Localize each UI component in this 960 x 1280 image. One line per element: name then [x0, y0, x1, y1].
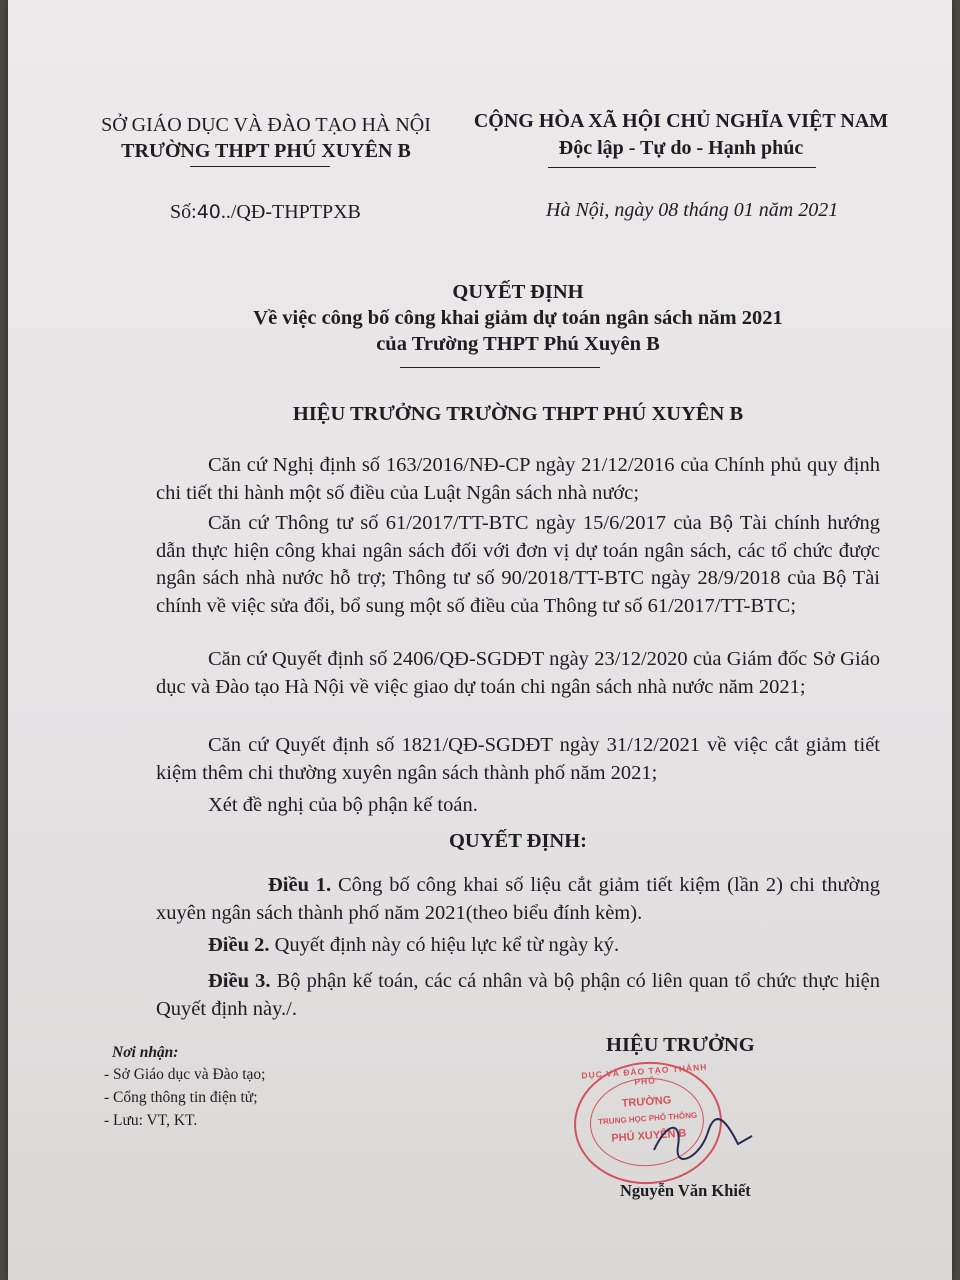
article-3-text: Bộ phận kế toán, các cá nhân và bộ phận có liên quan tổ chức thực hiện Quyết định này./. — [156, 970, 880, 1020]
seal-line-2: TRUNG HỌC PHỔ THÔNG — [597, 1110, 698, 1127]
issue-date: Hà Nội, ngày 08 tháng 01 năm 2021 — [546, 199, 839, 221]
document-subject-line2: của Trường THPT Phú Xuyên B — [376, 333, 660, 355]
article-3-label: Điều 3. — [208, 970, 271, 992]
document-number — [170, 201, 361, 224]
basis-paragraph-2: Căn cứ Thông tư số 61/2017/TT-BTC ngày 15/6/2017 của Bộ Tài chính hướng dẫn thực hiện công khai ngân sách đối với đơn vị dự toán ngân sách, các tổ chức được ngân sách nhà nước hỗ trợ; Thông tư số 90/2018/TT-BTC ngày 28/9/2018 của Bộ Tài chính về việc sửa đổi, bổ sung một số điều của Thông tư số 61/2017/TT-BTC; — [156, 512, 880, 617]
basis-paragraph-3: Căn cứ Quyết định số 2406/QĐ-SGDĐT ngày 23/12/2020 của Giám đốc Sở Giáo dục và Đào tạo Hà Nội về việc giao dự toán chi ngân sách nhà nước năm 2021; — [156, 648, 880, 698]
agency-name: SỞ GIÁO DỤC VÀ ĐÀO TẠO HÀ NỘI — [101, 114, 431, 136]
document-page — [8, 0, 952, 1280]
number-suffix: ../QĐ-THPTPXB — [220, 201, 361, 223]
signer-name: Nguyễn Văn Khiết — [620, 1181, 751, 1200]
recipient-item: - Sở Giáo dục và Đào tạo; — [104, 1066, 266, 1083]
school-name: TRƯỜNG THPT PHÚ XUYÊN B — [121, 140, 411, 162]
article-1-label: Điều 1. — [268, 874, 332, 896]
signer-title: HIỆU TRƯỞNG — [606, 1034, 755, 1056]
basis-paragraph-5: Xét đề nghị của bộ phận kế toán. — [208, 794, 478, 816]
article-2-label: Điều 2. — [208, 934, 270, 956]
header-right-rule — [548, 167, 816, 168]
article-1-text: Công bố công khai số liệu cắt giảm tiết kiệm (lần 2) chi thường xuyên ngân sách thành phố năm 2021(theo biểu đính kèm). — [156, 874, 881, 924]
basis-paragraph-1: Căn cứ Nghị định số 163/2016/NĐ-CP ngày 21/12/2016 của Chính phủ quy định chi tiết thi hành một số điều của Luật Ngân sách nhà nước; — [156, 454, 880, 504]
seal-line-3: PHÚ XUYÊN B — [610, 1127, 687, 1145]
number-prefix: Số: — [170, 201, 197, 223]
nation-title: CỘNG HÒA XÃ HỘI CHỦ NGHĨA VIỆT NAM — [473, 110, 889, 132]
nation-motto: Độc lập - Tự do - Hạnh phúc — [558, 137, 804, 159]
handwritten-signature — [648, 1110, 758, 1170]
decision-heading: QUYẾT ĐỊNH: — [448, 830, 587, 852]
seal-ring-text: DỤC VÀ ĐÀO TẠO THÀNH PHỐ — [581, 1061, 708, 1087]
article-1 — [156, 872, 880, 927]
title-rule — [400, 367, 600, 368]
recipient-item: - Cổng thông tin điện tử; — [104, 1089, 258, 1106]
document-subject-line1: Về việc công bố công khai giảm dự toán ngân sách năm 2021 — [253, 307, 783, 329]
basis-paragraph-4: Căn cứ Quyết định số 1821/QĐ-SGDĐT ngày 31/12/2021 về việc cắt giảm tiết kiệm thêm chi thường xuyên ngân sách thành phố năm 2021; — [156, 734, 880, 784]
article-2-text: Quyết định này có hiệu lực kể từ ngày ký. — [269, 934, 620, 956]
authority-heading: HIỆU TRƯỞNG TRƯỜNG THPT PHÚ XUYÊN B — [292, 403, 744, 425]
article-3 — [156, 968, 880, 1023]
header-left-rule — [190, 166, 330, 167]
recipients-heading: Nơi nhận: — [112, 1044, 179, 1061]
article-2 — [156, 932, 880, 960]
handwritten-number: 40 — [196, 201, 221, 223]
recipient-item: - Lưu: VT, KT. — [104, 1112, 198, 1129]
document-title: QUYẾT ĐỊNH — [452, 281, 584, 303]
seal-line-1: TRƯỜNG — [621, 1094, 672, 1110]
